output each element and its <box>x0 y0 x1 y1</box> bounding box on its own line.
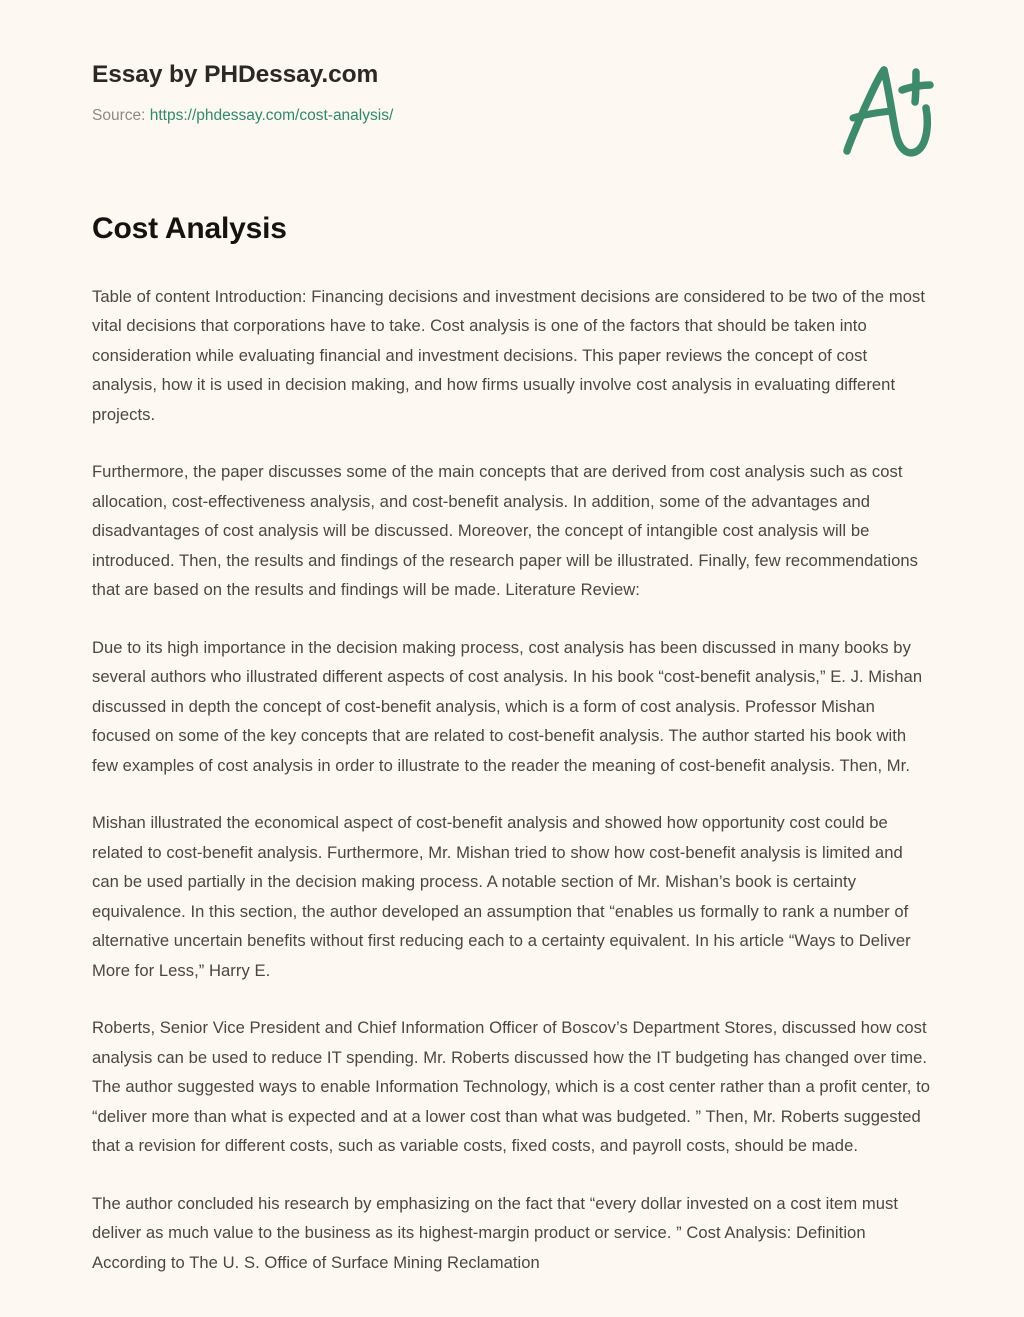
article-body <box>92 282 932 1278</box>
source-url-link[interactable]: https://phdessay.com/cost-analysis/ <box>149 107 394 125</box>
paragraph: Table of content Introduction: Financing decisions and investment decisions are considered to be two of the most vital decisions that corporations have to take. Cost analysis is one of the factors that should be taken into consideration while evaluating financial and investment decisions. This paper reviews the concept of cost analysis, how it is used in decision making, and how firms usually involve cost analysis in evaluating different projects. <box>92 286 926 424</box>
paragraph: Due to its high importance in the decision making process, cost analysis has been discussed in many books by several authors who illustrated different aspects of cost analysis. In his book “cost-benefit analysis,” E. J. Mishan discussed in depth the concept of cost-benefit analysis, which is a form of cost analysis. Professor Mishan focused on some of the key concepts that are related to cost-benefit analysis. The author started his book with few examples of cost analysis in order to illustrate to the reader the meaning of cost-benefit analysis. Then, Mr. <box>92 637 923 775</box>
paragraph: Roberts, Senior Vice President and Chief Information Officer of Boscov’s Department Stores, discussed how cost analysis can be used to reduce IT spending. Mr. Roberts discussed how the IT budgeting has changed over time. The author suggested ways to enable Information Technology, which is a cost center rather than a profit center, to “deliver more than what is expected and at a lower cost than what was budgeted. ” Then, Mr. Roberts suggested that a revision for different costs, such as variable costs, fixed costs, and payroll costs, should be made. <box>92 1018 931 1155</box>
paragraph: The author concluded his research by emphasizing on the fact that “every dollar invested on a cost item must deliver as much value to the business as its highest-margin product or service. ” Cost Analysis: Definition According to The U. S. Office of Surface Mining Reclamation <box>92 1193 899 1272</box>
page-header <box>0 0 1024 150</box>
brand-title: Essay by PHDessay.com <box>92 61 379 88</box>
source-label: Source: <box>92 107 146 125</box>
source-line <box>92 105 932 127</box>
article <box>0 210 1024 1317</box>
page-title: Cost Analysis <box>92 212 287 245</box>
paragraph: Furthermore, the paper discusses some of the main concepts that are derived from cost analysis such as cost allocation, cost-effectiveness analysis, and cost-benefit analysis. In addition, some of the advantages and disadvantages of cost analysis will be discussed. Moreover, the concept of intangible cost analysis will be introduced. Then, the results and findings of the research paper will be illustrated. Finally, few recommendations that are based on the results and findings will be made. Literature Review: <box>92 462 918 599</box>
paragraph: Mishan illustrated the economical aspect of cost-benefit analysis and showed how opportunity cost could be related to cost-benefit analysis. Furthermore, Mr. Mishan tried to show how cost-benefit analysis is limited and can be used partially in the decision making process. A notable section of Mr. Mishan’s book is certainty equivalence. In this section, the author developed an assumption that “enables us formally to rank a number of alternative uncertain benefits without first reducing each to a certainty equivalent. In his article “Ways to Deliver More for Less,” Harry E. <box>92 813 911 980</box>
a-plus-logo-icon <box>826 52 946 162</box>
